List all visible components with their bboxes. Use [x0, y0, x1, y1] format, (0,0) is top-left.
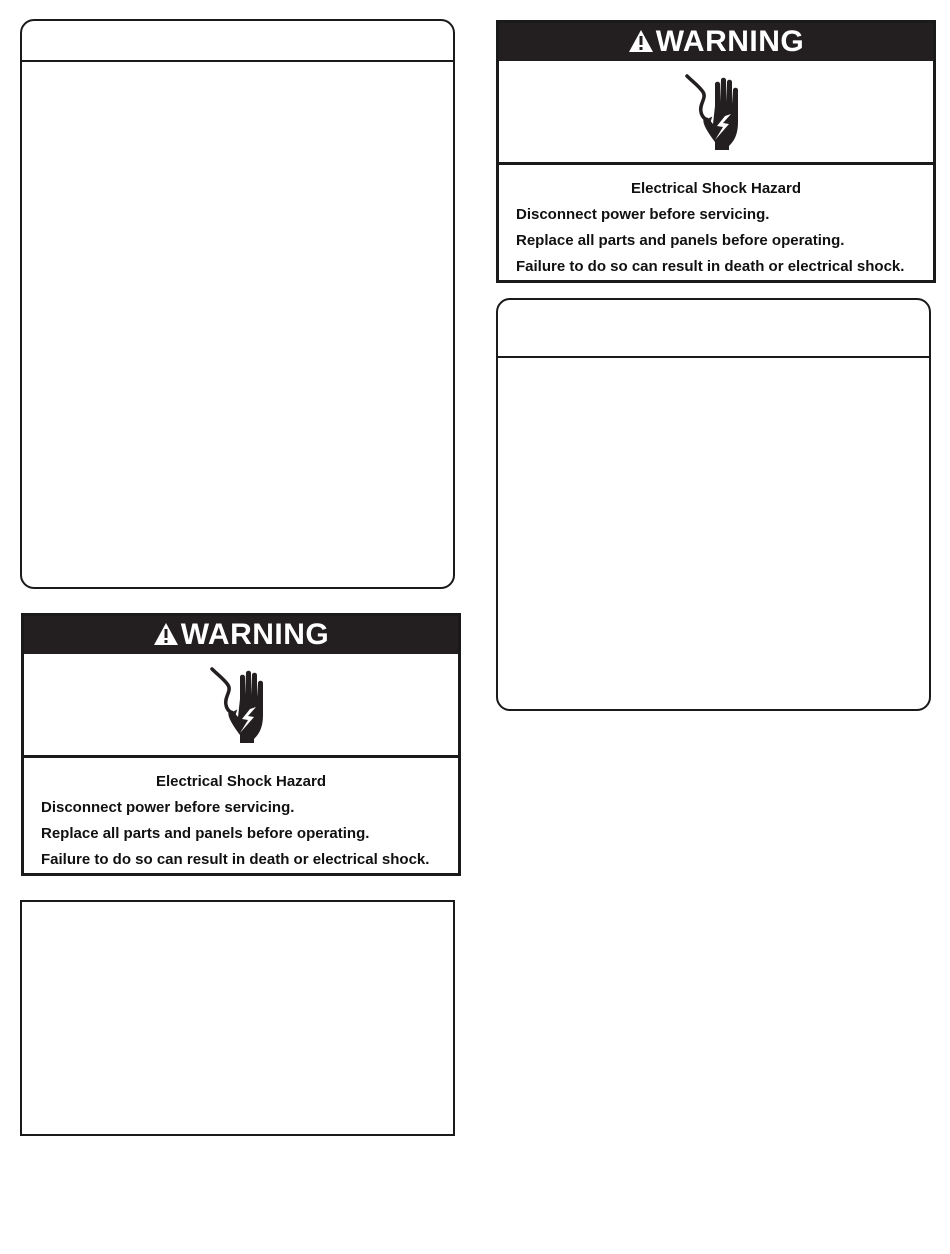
warning-triangle-icon [628, 29, 654, 53]
warning-banner [499, 23, 933, 61]
warning-triangle-icon [153, 622, 179, 646]
left-top-panel [20, 19, 455, 589]
left-bottom-panel [20, 900, 455, 1136]
hazard-title: Electrical Shock Hazard [630, 180, 802, 197]
icon-zone [499, 61, 933, 165]
warning-banner-label: WARNING [655, 25, 805, 58]
warning-box-right [496, 20, 936, 283]
hazard-line: Failure to do so can result in death or electrical shock. [41, 851, 430, 868]
hazard-line: Disconnect power before servicing. [41, 799, 295, 816]
hazard-line: Replace all parts and panels before operating. [516, 232, 845, 249]
hazard-text-block [499, 165, 933, 280]
hazard-title: Electrical Shock Hazard [155, 773, 327, 790]
electrical-shock-hand-icon [679, 72, 753, 152]
hazard-line: Replace all parts and panels before operating. [41, 825, 370, 842]
hazard-text-block [24, 758, 458, 873]
warning-banner-label: WARNING [180, 618, 330, 651]
right-bottom-panel [496, 298, 931, 711]
electrical-shock-hand-icon [204, 665, 278, 745]
panel-header-divider [20, 60, 455, 62]
icon-zone [24, 654, 458, 758]
hazard-line: Disconnect power before servicing. [516, 206, 770, 223]
hazard-line: Failure to do so can result in death or electrical shock. [516, 258, 905, 275]
warning-banner [24, 616, 458, 654]
panel-header-divider [496, 356, 931, 358]
warning-box-left [21, 613, 461, 876]
